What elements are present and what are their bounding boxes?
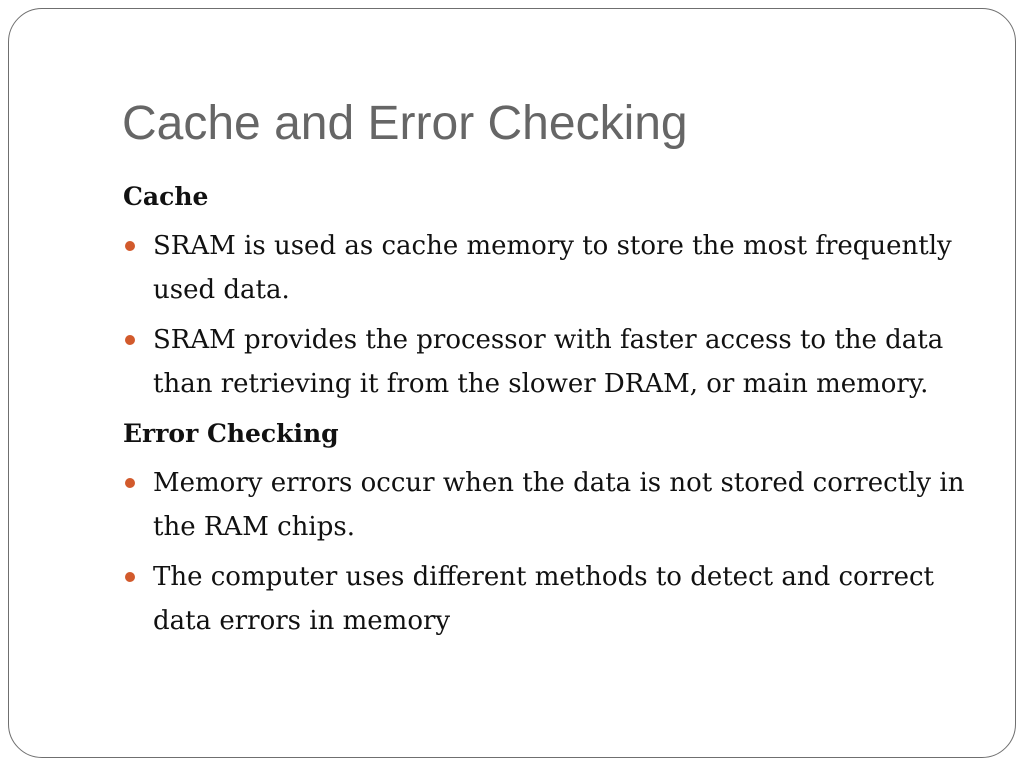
bullet-dot-icon [125, 572, 135, 582]
list-item [123, 461, 983, 549]
bullet-dot-icon [125, 335, 135, 345]
bullet-dot-icon [125, 241, 135, 251]
list-item [123, 224, 983, 312]
bullet-dot-icon [125, 478, 135, 488]
cache-bullet-list [123, 224, 983, 406]
slide-frame [8, 8, 1016, 758]
bullet-text: Memory errors occur when the data is not stored correctly in the RAM chips. [153, 468, 965, 542]
error-checking-bullet-list [123, 461, 983, 643]
slide-content [123, 175, 983, 649]
section-cache [123, 175, 983, 406]
bullet-text: SRAM provides the processor with faster access to the data than retrieving it from the slower DRAM, or main memory. [153, 325, 944, 399]
slide-title: Cache and Error Checking [122, 97, 688, 150]
list-item [123, 318, 983, 406]
section-heading-cache: Cache [123, 182, 209, 211]
bullet-text: The computer uses different methods to detect and correct data errors in memory [153, 562, 934, 636]
section-error-checking [123, 412, 983, 643]
bullet-text: SRAM is used as cache memory to store the most frequently used data. [153, 231, 952, 305]
section-heading-error-checking: Error Checking [123, 419, 339, 448]
list-item [123, 555, 983, 643]
